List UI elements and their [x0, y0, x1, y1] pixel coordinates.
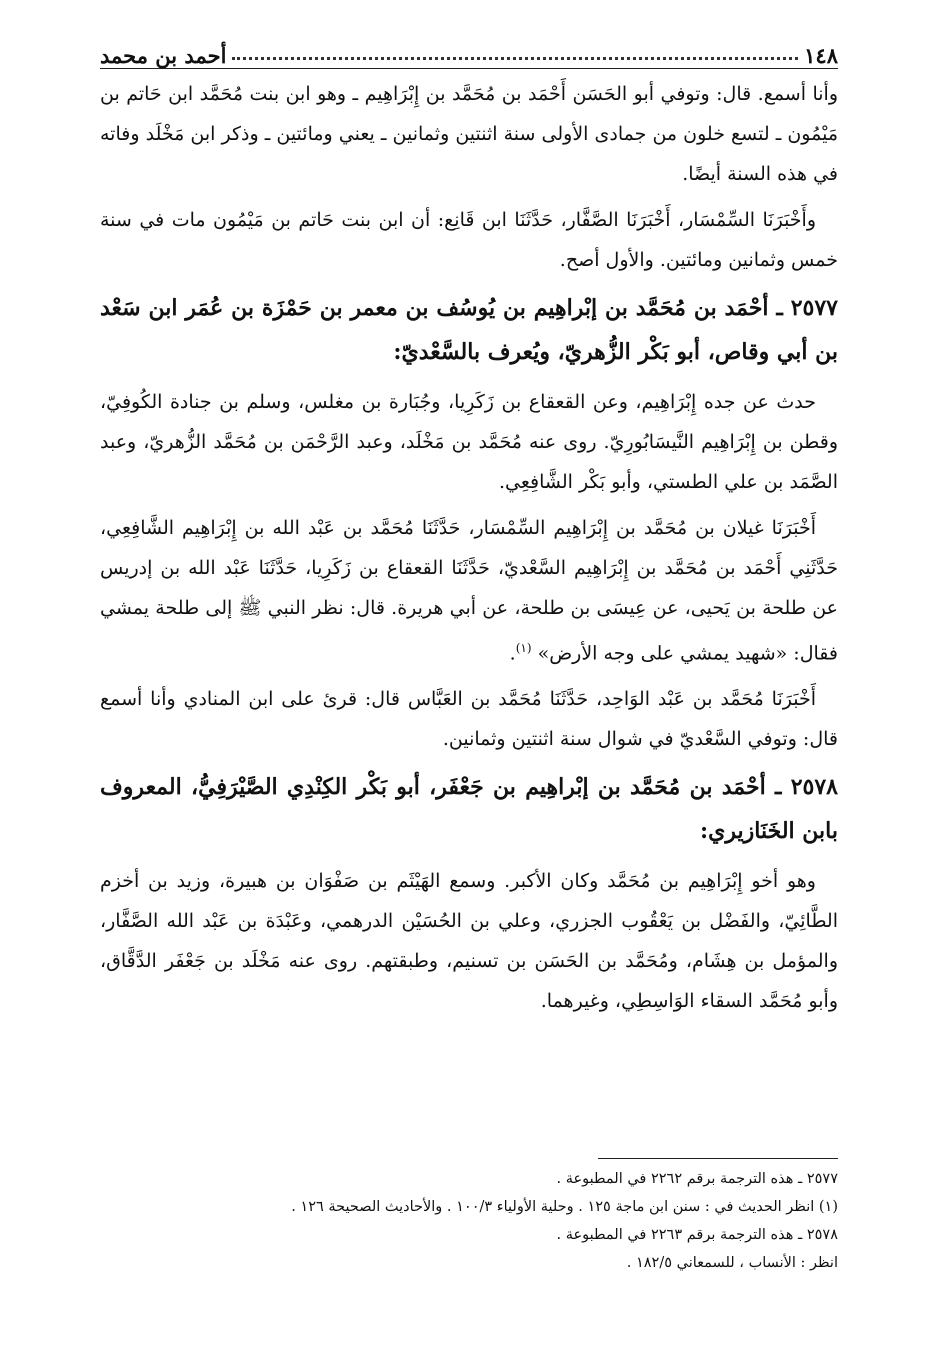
footnote-3: ٢٥٧٨ ـ هذه الترجمة برقم ٢٢٦٣ في المطبوعة .: [556, 1227, 838, 1243]
page-number: ١٤٨: [804, 43, 838, 68]
running-title: أحمد بن محمد: [100, 43, 227, 68]
entry-2577-title: ٢٥٧٧ ـ أحْمَد بن مُحَمَّد بن إبْراهِيم بن يُوسُف بن معمر بن حَمْزَة بن عُمَر ابن سَعْد بن أبي وقاص، أبو بَكْر الزُّهريّ، ويُعرف بالسَّعْديّ:: [100, 295, 838, 365]
footnotes: [100, 1168, 838, 1280]
paragraph-2: وأَخْبَرَنَا السِّمْسَار، أَخْبَرَنَا الصَّفَّار، حَدَّثَنَا ابن قَانِع: أن ابن بنت حَاتم بن مَيْمُون مات في سنة خمس وثمانين ومائتين. والأول أصح.: [100, 209, 838, 271]
footnote-separator: [598, 1158, 838, 1159]
paragraph-4-text: أَخْبَرَنَا غيلان بن مُحَمَّد بن إِبْرَاهِيم السِّمْسَار، حَدَّثَنَا مُحَمَّد بن عَبْد الله بن إِبْرَاهِيم الشَّافِعِي، حَدَّثَنِي أَحْمَد بن مُحَمَّد بن إِبْرَاهِيم السَّعْديّ، حَدَّثَنَا القعقاع بن زَكَرِيا، حَدَّثَنَا عَبْد الله بن إدريس عن طلحة بن يَحيى، عن عِيسَى بن طلحة، عن أبي هريرة. قال: نظر النبي ﷺ إلى طلحة يمشي فقال: «شهيد يمشي على وجه الأرض»: [100, 517, 838, 665]
footnote-2: (١) انظر الحديث في : سنن ابن ماجة ١٢٥ . وحلية الأولياء ١٠٠/٣ . والأحاديث الصحيحة ١٢٦ .: [291, 1199, 838, 1215]
entry-2578-title: ٢٥٧٨ ـ أحْمَد بن مُحَمَّد بن إبْراهِيم بن جَعْفَر، أبو بَكْر الكِنْدِي الصَّيْرَفِيُّ، المعروف بابن الخَنَازيري:: [100, 774, 838, 845]
paragraph-3: حدث عن جده إِبْرَاهِيم، وعن القعقاع بن زَكَرِيا، وجُبَارة بن مغلس، وسلم بن جنادة الكُوفِيّ، وقطن بن إِبْرَاهِيم النَّيسَابُورِيّ. روى عنه مُحَمَّد بن مَخْلَد، وعبد الرَّحْمَن بن مُحَمَّد الزُّهريّ، وعبد الصَّمَد بن علي الطستي، وأبو بَكْر الشَّافِعِي.: [100, 391, 838, 493]
paragraph-5: أَخْبَرَنَا مُحَمَّد بن عَبْد الوَاحِد، حَدَّثَنَا مُحَمَّد بن العَبَّاس قال: قرئ على ابن المنادي وأنا أسمع قال: وتوفي السَّعْديّ في شوال سنة اثنتين وثمانين.: [100, 688, 838, 751]
footnote-1: ٢٥٧٧ ـ هذه الترجمة برقم ٢٢٦٢ في المطبوعة .: [556, 1171, 838, 1187]
paragraph-1: وأنا أسمع. قال: وتوفي أبو الحَسَن أَحْمَد بن مُحَمَّد بن إِبْرَاهِيم ـ وهو ابن بنت مُحَمَّد ابن حَاتم بن مَيْمُون ـ لتسع خلون من جمادى الأولى سنة اثنتين وثمانين ـ يعني ومائتين ـ وذكر ابن مَخْلَد وفاته في هذه السنة أيضًا.: [100, 83, 838, 185]
paragraph-4: أَخْبَرَنَا غيلان بن مُحَمَّد بن إِبْرَاهِيم السِّمْسَار، حَدَّثَنَا مُحَمَّد بن عَبْد الله بن إِبْرَاهِيم الشَّافِعِي، حَدَّثَنِي أَحْمَد بن مُحَمَّد بن إِبْرَاهِيم السَّعْديّ، حَدَّثَنَا القعقاع بن زَكَرِيا، حَدَّثَنَا عَبْد الله بن إدريس عن طلحة بن يَحيى، عن عِيسَى بن طلحة، عن أبي هريرة. قال: نظر النبي ﷺ إلى طلحة يمشي فقال: «شهيد يمشي على وجه الأرض» $^{(١)}$.: [100, 517, 838, 665]
header-dot-leader: [232, 57, 798, 60]
paragraph-6: وهو أخو إِبْرَاهِيم بن مُحَمَّد وكان الأكبر. وسمع الهَيْثَم بن صَفْوَان بن هبيرة، وزيد بن أخزم الطَّائِيّ، والفَضْل بن يَعْقُوب الجزري، وعلي بن الحُسَيْن الدرهمي، وعَبْدَة بن عَبْد الله الصَّفَّار، والمؤمل بن هِشَام، ومُحَمَّد بن الحَسَن بن تسنيم، وطبقتهم. روى عنه مَخْلَد بن جَعْفَر الدَّقَّاق، وأبو مُحَمَّد السقاء الوَاسِطِي، وغيرهما.: [100, 870, 838, 1013]
footnote-ref-1: (١): [515, 641, 532, 655]
page-header: [100, 28, 838, 69]
main-text: [100, 74, 838, 1027]
footnote-4: انظر : الأنساب ، للسمعاني ١٨٢/٥ .: [626, 1255, 838, 1271]
